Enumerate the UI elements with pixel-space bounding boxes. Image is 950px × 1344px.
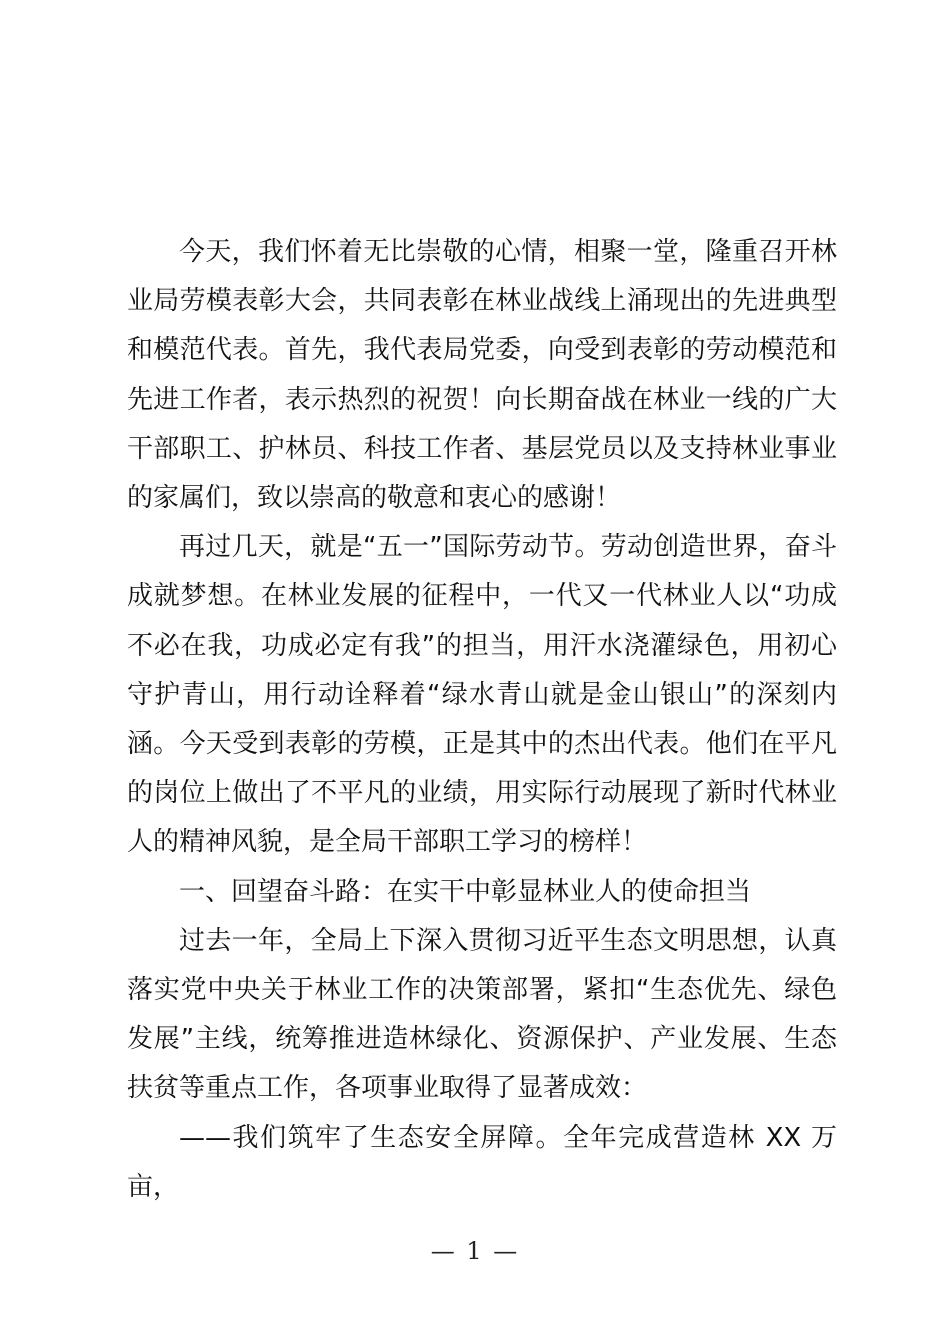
paragraph-ecological-barrier: ——我们筑牢了生态安全屏障。全年完成营造林 XX 万亩，: [127, 1122, 837, 1202]
paragraph-opening: 今天，我们怀着无比崇敬的心情，相聚一堂，隆重召开林业局劳模表彰大会，共同表彰在林业战线上涌现出的先进典型和模范代表。首先，我代表局党委，向受到表彰的劳动模范和先进工作者，表示热烈的祝贺！向长期奋战在林业一线的广大干部职工、护林员、科技工作者、基层党员以及支持林业事业的家属们，致以崇高的敬意和衷心的感谢！: [127, 237, 837, 514]
section-heading-one: 一、回望奋斗路：在实干中彰显林业人的使命担当: [179, 876, 752, 907]
paragraph-labor-day: 再过几天，就是“五一”国际劳动节。劳动创造世界，奋斗成就梦想。在林业发展的征程中，一代又一代林业人以“功成不必在我，功成必定有我”的担当，用汗水浇灌绿色，用初心守护青山，用行动诠释着“绿水青山就是金山银山”的深刻内涵。今天受到表彰的劳模，正是其中的杰出代表。他们在平凡的岗位上做出了不平凡的业绩，用实际行动展现了新时代林业人的精神风貌，是全局干部职工学习的榜样！: [127, 532, 837, 858]
paragraph-past-year: 过去一年，全局上下深入贯彻习近平生态文明思想，认真落实党中央关于林业工作的决策部署，紧扣“生态优先、绿色发展”主线，统筹推进造林绿化、资源保护、产业发展、生态扶贫等重点工作，各项事业取得了显著成效：: [127, 925, 837, 1104]
page-number: — 1 —: [430, 1237, 520, 1265]
document-body: [127, 228, 837, 1212]
